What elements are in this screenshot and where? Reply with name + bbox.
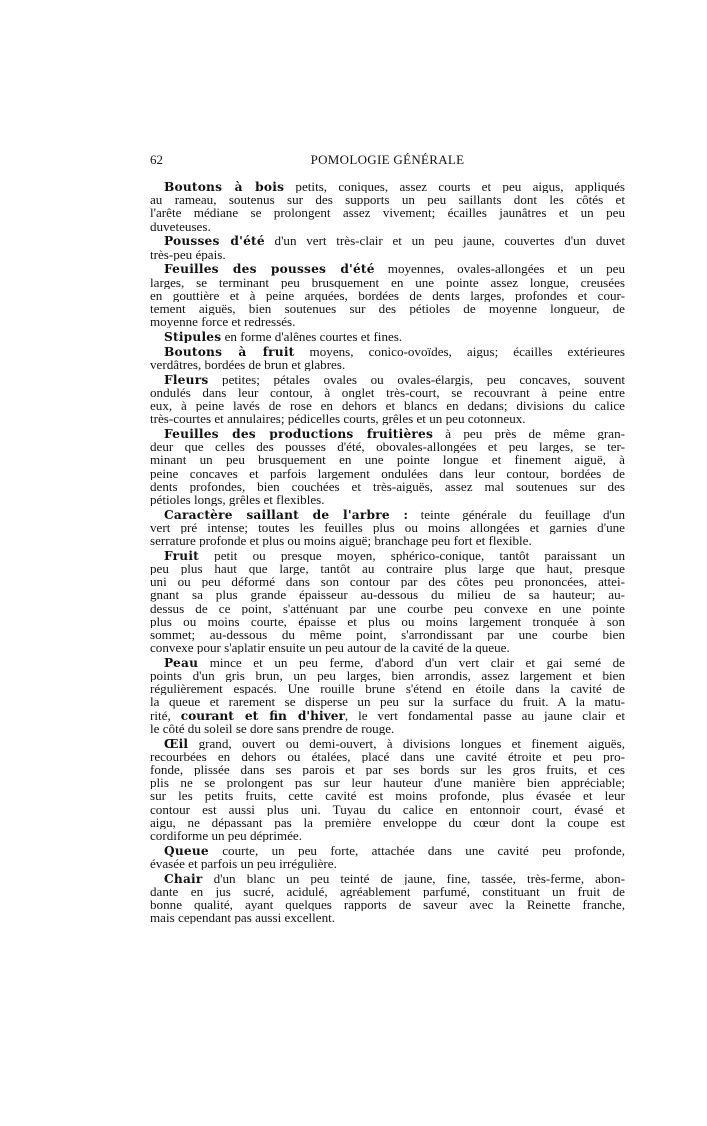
page-header [150, 152, 625, 168]
text-line [150, 602, 625, 615]
text-line [150, 575, 625, 588]
paragraph-term: Feuilles des productions fruitières [164, 426, 434, 441]
page-body [150, 180, 625, 926]
text-line [150, 427, 625, 440]
paragraph [150, 234, 625, 260]
line-text: larges, se terminant peu brusquement en une pointe assez longue, creusées [150, 275, 625, 289]
line-text: l'arête médiane se prolongent assez vivement; écailles jaunâtres et un peu [150, 206, 625, 220]
text-line [150, 315, 625, 328]
text-line [150, 898, 625, 911]
line-text: duveteuses. [150, 219, 211, 233]
line-text: rité, [150, 708, 181, 722]
line-text: minant un peu brusquement en une pointe longue et finement aiguë, à [150, 453, 625, 467]
line-text: plis ne se prolongent pas sur leur hauteur d'une manière bien appréciable; [150, 776, 625, 790]
text-line [150, 373, 625, 386]
line-text: points d'un gris brun, un peu larges, bien arrondis, assez largement et bien [150, 669, 625, 683]
text-line [150, 844, 625, 857]
line-text: deur que celles des pousses d'été, obovales-allongées et peu larges, se ter- [150, 440, 625, 454]
paragraph [150, 345, 625, 371]
line-text: dents profondes, bien couchées et très-aiguës, assez mal soutenues sur des [150, 479, 625, 493]
text-line [150, 695, 625, 708]
paragraph-term: Œil [164, 736, 189, 750]
line-text: serrature profonde et plus ou moins aiguë; branchage peu fort et flexible. [150, 534, 532, 548]
text-line [150, 399, 625, 412]
paragraph [150, 844, 625, 870]
line-text: recourbées en dehors ou étalées, placé dans une cavité étroite et peu pro- [150, 749, 625, 763]
line-text: cordiforme un peu déprimée. [150, 828, 302, 843]
line-text: dessus de ce point, s'atténuant par une courbe peu convexe en une pointe [150, 601, 625, 615]
paragraph [150, 373, 625, 426]
text-line [150, 628, 625, 641]
line-text: petit ou presque moyen, sphérico-conique, tantôt paraissant un [198, 548, 625, 562]
line-text: le côté du soleil se dore sans prendre de rouge. [150, 721, 395, 736]
text-line [150, 709, 625, 722]
text-line [150, 588, 625, 601]
text-line [150, 193, 625, 206]
text-line [150, 669, 625, 682]
text-line [150, 885, 625, 898]
text-line [150, 737, 625, 750]
line-text: très-peu épais. [150, 247, 226, 261]
text-line [150, 276, 625, 289]
line-text: vert pré intense; toutes les feuilles plus ou moins allongées et garnies d'une [150, 520, 625, 535]
running-title: POMOLOGIE GÉNÉRALE [310, 152, 465, 167]
text-line [150, 763, 625, 776]
text-line [150, 789, 625, 802]
line-text: régulièrement espacés. Une rouille brune s'étend en étoile dans la cavité de [150, 682, 625, 696]
paragraph [150, 737, 625, 843]
emphasis: courant et fin d'hiver [180, 708, 345, 722]
line-text: mais cependant pas aussi excellent. [150, 911, 336, 925]
line-text: uni ou peu déformé dans son contour par des côtes peu prononcées, attei- [150, 575, 625, 589]
line-text: très-courtes et annulaires; pédicelles courts, grêles et un peu cotonneux. [150, 412, 526, 426]
line-text: , le vert fondamental passe au jaune clair et [344, 708, 625, 722]
line-text: fonde, plissée dans ses parois et par ses bords sur les gros fruits, et ces [150, 763, 625, 777]
paragraph [150, 872, 625, 925]
line-text: sur les petits fruits, cette cavité est moins profonde, plus évasée et leur [150, 789, 625, 803]
text-line [150, 412, 625, 425]
line-text: peu plus haut que large, tantôt au contraire plus large que haut, presque [150, 562, 625, 576]
paragraph-term: Fleurs [164, 372, 209, 386]
line-text: aigu, ne dépassant pas la première enveloppe du cœur dont la coupe est [150, 815, 625, 829]
text-line [150, 248, 625, 261]
paragraph [150, 427, 625, 506]
text-line [150, 289, 625, 302]
line-text: eux, à peine lavés de rose en dehors et blancs en dedans; divisions du calice [150, 398, 625, 413]
text-line [150, 776, 625, 789]
text-line [150, 816, 625, 829]
line-text: petites; pétales ovales ou ovales-élargis, peu concaves, souvent [208, 372, 625, 386]
line-text: évasée et parfois un peu irrégulière. [150, 856, 337, 871]
paragraph-term: Peau [164, 655, 199, 670]
text-line [150, 453, 625, 466]
line-text: à peu près de même gran- [433, 426, 625, 441]
line-text: courte, un peu forte, attachée dans une cavité peu profonde, [208, 843, 625, 857]
line-text: d'un blanc un peu teinté de jaune, fine, tassée, très-ferme, abon- [202, 871, 625, 885]
text-line [150, 521, 625, 534]
line-text: convexe pour s'aplatir ensuite un peu autour de la cavité de la queue. [150, 641, 510, 655]
paragraph-term: Pousses d'été [164, 234, 265, 248]
text-line [150, 262, 625, 275]
line-text: moyens, conico-ovoïdes, aigus; écailles extérieures [294, 344, 625, 358]
text-line [150, 722, 625, 735]
line-text: bonne qualité, ayant quelques rapports de saveur avec la Reinette franche, [150, 898, 625, 912]
line-text: teinte générale du feuillage d'un [408, 507, 625, 521]
text-line [150, 330, 625, 343]
text-line [150, 480, 625, 493]
line-text: ondulés dans leur contour, à onglet très-court, se recouvrant à peine entre [150, 385, 625, 399]
text-line [150, 534, 625, 547]
paragraph [150, 330, 625, 343]
line-text: au rameau, soutenus sur des supports un peu saillants dont les côtés et [150, 193, 625, 207]
text-line [150, 549, 625, 562]
line-text: contour est aussi plus uni. Tuyau du calice en entonnoir court, évasé et [150, 802, 625, 816]
paragraph [150, 508, 625, 548]
line-text: mince et un peu ferme, d'abord d'un vert clair et gai semé de [198, 655, 625, 670]
line-text: sommet; au-dessous du même point, s'arrondissant par une courbe bien [150, 627, 625, 642]
text-line [150, 302, 625, 315]
paragraph-term: Feuilles des pousses d'été [164, 262, 375, 276]
line-text: en forme d'alênes courtes et fines. [221, 329, 403, 344]
paragraph-term: Boutons à bois [164, 180, 285, 194]
line-text: la queue et rarement se disperse un peu sur la surface du fruit. A la matu- [150, 695, 625, 709]
text-line [150, 615, 625, 628]
paragraph-term: Queue [164, 843, 209, 857]
text-line [150, 206, 625, 219]
paragraph [150, 656, 625, 735]
line-text: moyenne force et redressés. [150, 315, 296, 329]
paragraph [150, 262, 625, 328]
text-line [150, 911, 625, 924]
text-line [150, 180, 625, 193]
text-line [150, 857, 625, 870]
paragraph-term: Stipules [164, 329, 222, 344]
page-number: 62 [150, 152, 163, 167]
paragraph-term: Boutons à fruit [164, 344, 295, 358]
text-line [150, 386, 625, 399]
text-line [150, 641, 625, 654]
text-line [150, 656, 625, 669]
line-text: d'un vert très-clair et un peu jaune, couvertes d'un duvet [264, 234, 625, 248]
text-line [150, 358, 625, 371]
line-text: dante en jus sucré, acidulé, agréablement parfumé, constituant un fruit de [150, 884, 625, 899]
text-line [150, 493, 625, 506]
text-line [150, 234, 625, 247]
line-text: petits, coniques, assez courts et peu aigus, appliqués [284, 180, 625, 194]
paragraph-term: Caractère saillant de l'arbre : [164, 507, 409, 521]
text-line [150, 562, 625, 575]
line-text: grand, ouvert ou demi-ouvert, à divisions longues et finement aiguës, [188, 736, 625, 750]
text-line [150, 508, 625, 521]
text-line [150, 872, 625, 885]
text-line [150, 803, 625, 816]
line-text: pétioles longs, grêles et flexibles. [150, 492, 325, 507]
line-text: moyennes, ovales-allongées et un peu [374, 262, 625, 276]
paragraph-term: Fruit [164, 548, 199, 562]
text-line [150, 682, 625, 695]
line-text: peine concaves et parfois largement ondulées dans leur contour, bordées de [150, 466, 625, 480]
paragraph [150, 549, 625, 655]
paragraph-term: Chair [164, 871, 203, 885]
text-line [150, 345, 625, 358]
text-line [150, 829, 625, 842]
text-line [150, 750, 625, 763]
line-text: verdâtres, bordées de brun et glabres. [150, 357, 346, 371]
text-line [150, 440, 625, 453]
line-text: gnant sa plus grande épaisseur au-dessous du milieu de sa hauteur; au- [150, 588, 625, 602]
text-line [150, 220, 625, 233]
text-line [150, 467, 625, 480]
line-text: en gouttière et à peine arquées, bordées de dents larges, profondes et cour- [150, 288, 625, 302]
paragraph [150, 180, 625, 233]
line-text: plus ou moins courte, épaisse et plus ou moins largement tronquée à son [150, 614, 625, 628]
line-text: tement aiguës, bien soutenues sur des pétioles de moyenne longueur, de [150, 301, 625, 316]
